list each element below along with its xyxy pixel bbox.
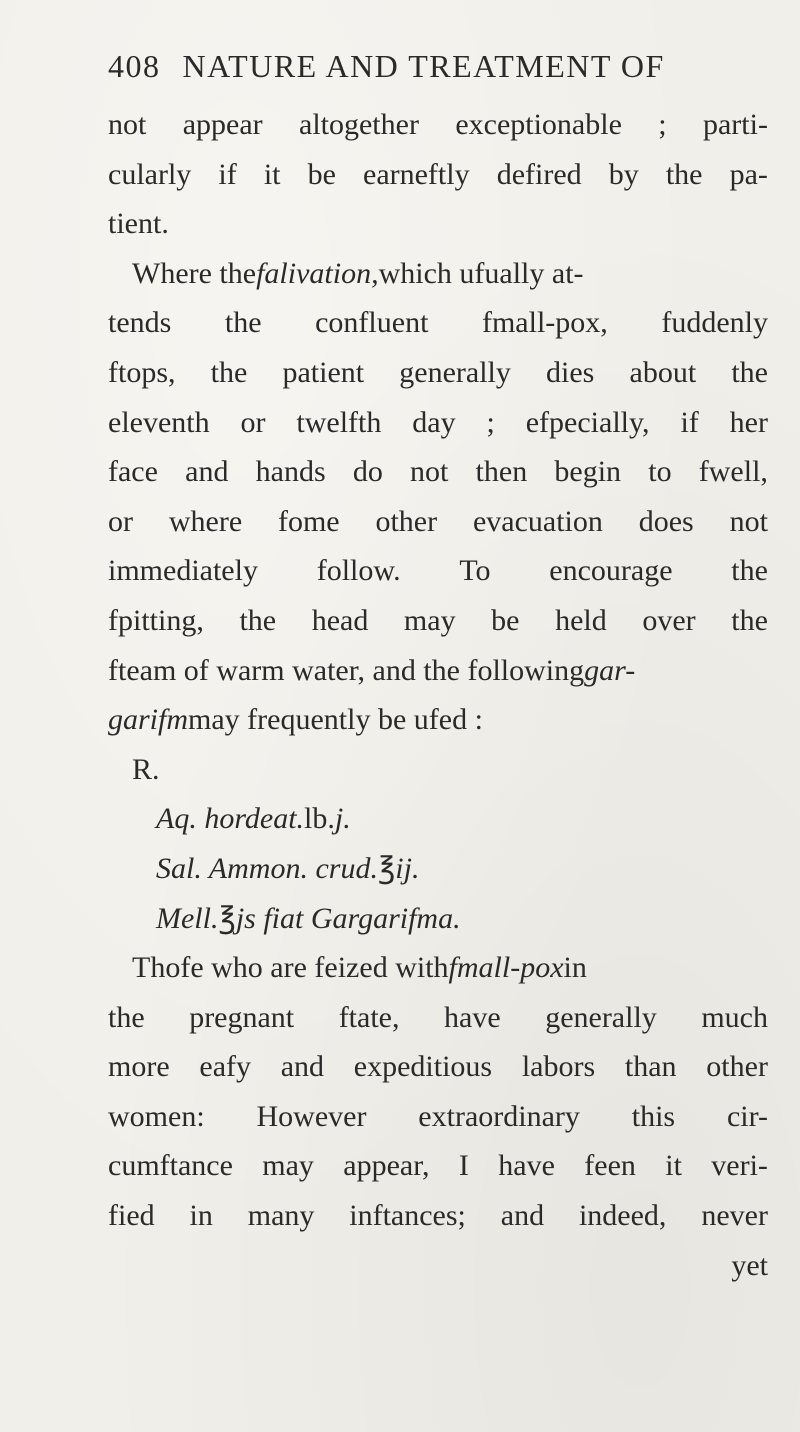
text-segment: tient. <box>108 207 169 241</box>
text-segment: ℥ <box>377 851 396 885</box>
text-line <box>108 695 768 745</box>
recipe-mark: R. <box>132 752 160 786</box>
word: fmall-pox, <box>481 306 608 340</box>
word: feen <box>584 1149 636 1183</box>
word: cumftance <box>108 1149 233 1183</box>
word: or <box>108 504 133 538</box>
text-segment-italic: gar- <box>584 653 636 687</box>
word: do <box>352 455 383 489</box>
word: However <box>256 1099 367 1133</box>
word: twelfth <box>296 405 382 439</box>
text-line <box>108 1141 768 1191</box>
text-line <box>108 745 768 795</box>
text-segment: which ufually at- <box>378 256 584 290</box>
text-segment-italic: fmall-pox <box>448 951 564 985</box>
word: patient <box>282 355 365 389</box>
running-title: NATURE AND TREATMENT OF <box>182 48 665 84</box>
word: earneftly <box>363 157 470 191</box>
body-text <box>108 100 768 1290</box>
word: the <box>731 603 768 637</box>
word: held <box>555 603 607 637</box>
word: this <box>631 1099 676 1133</box>
page-number: 408 <box>108 48 161 84</box>
word: never <box>701 1199 768 1233</box>
word: much <box>701 1000 768 1034</box>
word: exceptionable <box>455 108 622 141</box>
word: to <box>648 455 672 489</box>
word: cularly <box>108 157 192 191</box>
word: dies <box>546 355 595 389</box>
word: and <box>280 1050 325 1084</box>
word: appear <box>182 108 263 141</box>
text-line <box>108 1042 768 1092</box>
text-segment: fteam of warm water, and the following <box>108 653 585 687</box>
word: immediately <box>108 554 258 588</box>
word: I <box>458 1149 469 1183</box>
word: generally <box>545 1000 657 1034</box>
word: fied <box>108 1199 155 1233</box>
text-segment: Where the <box>132 256 257 290</box>
word: hands <box>255 455 326 489</box>
catchword <box>108 1241 768 1291</box>
word: be <box>491 603 520 637</box>
text-line <box>108 1191 768 1241</box>
word: and <box>185 455 229 489</box>
word: ftate, <box>338 1000 400 1034</box>
text-line <box>108 646 768 696</box>
word: her <box>729 405 768 439</box>
word: the <box>665 157 703 191</box>
word: cir- <box>726 1099 768 1133</box>
text-segment-italic: garifm <box>108 703 189 737</box>
word: about <box>629 355 697 389</box>
word: fwell, <box>698 455 768 489</box>
word: parti- <box>702 108 768 141</box>
word: fome <box>277 504 340 538</box>
text-segment: ℥ <box>218 901 236 935</box>
text-line <box>108 249 768 299</box>
word: evacuation <box>472 504 603 538</box>
text-line <box>108 943 768 993</box>
recipe-line <box>108 894 768 944</box>
word: fpitting, <box>108 603 204 637</box>
text-segment-italic: Aq. hordeat. <box>156 802 305 836</box>
word: extraordinary <box>418 1099 580 1133</box>
text-line <box>108 150 768 200</box>
word: not <box>729 504 768 538</box>
word: veri- <box>711 1149 768 1183</box>
word: women: <box>108 1099 205 1133</box>
word: generally <box>399 355 511 389</box>
word: follow. <box>316 554 401 588</box>
word: ; <box>658 108 667 141</box>
word: not <box>410 455 449 489</box>
word: pa- <box>729 157 768 191</box>
word: encourage <box>549 554 673 588</box>
word: or <box>240 405 266 439</box>
word: defired <box>496 157 582 191</box>
word: if <box>218 157 237 191</box>
text-segment-italic: js fiat Gargarifma. <box>235 901 461 935</box>
text-segment-italic: j. <box>334 802 351 836</box>
word: over <box>642 603 696 637</box>
word: it <box>665 1149 682 1183</box>
word: does <box>638 504 694 538</box>
recipe-line <box>108 844 768 894</box>
word: altogether <box>299 108 419 141</box>
word: in <box>189 1199 213 1233</box>
word: by <box>608 157 639 191</box>
word: indeed, <box>578 1199 667 1233</box>
word: have <box>444 1000 501 1034</box>
text-segment-italic: falivation, <box>256 256 379 290</box>
word: head <box>311 603 369 637</box>
word: To <box>459 554 491 588</box>
text-segment: may frequently be ufed : <box>188 703 483 737</box>
word: where <box>168 504 243 538</box>
word: face <box>108 455 158 489</box>
text-segment: Thofe who are feized with <box>132 951 449 985</box>
text-line <box>108 993 768 1043</box>
running-header <box>108 48 768 102</box>
word: the <box>108 1000 145 1034</box>
word: be <box>307 157 336 191</box>
text-line <box>108 546 768 596</box>
word: the <box>731 554 768 588</box>
word: the <box>224 306 262 340</box>
word: other <box>375 504 438 538</box>
text-line <box>108 398 768 448</box>
word: tends <box>108 306 172 340</box>
word: and <box>500 1199 545 1233</box>
word: then <box>475 455 528 489</box>
text-line <box>108 1092 768 1142</box>
word: labors <box>521 1050 596 1084</box>
text-segment-italic: ij. <box>395 851 420 885</box>
word: the <box>239 603 277 637</box>
text-line <box>108 298 768 348</box>
word: the <box>210 355 248 389</box>
text-line <box>108 447 768 497</box>
word: more <box>108 1050 170 1084</box>
word: day <box>412 405 456 439</box>
text-segment: lb. <box>304 802 335 836</box>
word: not <box>108 108 147 141</box>
text-line <box>108 100 768 150</box>
word: many <box>247 1199 315 1233</box>
word: expeditious <box>353 1050 493 1084</box>
text-line <box>108 348 768 398</box>
word: may <box>262 1149 314 1183</box>
word: than <box>624 1050 677 1084</box>
word: other <box>706 1050 768 1084</box>
word: fuddenly <box>661 306 768 340</box>
word: the <box>731 355 768 389</box>
word: may <box>403 603 456 637</box>
text-segment-italic: Sal. Ammon. crud. <box>156 851 378 885</box>
word: have <box>498 1149 555 1183</box>
word: inftances; <box>349 1199 466 1233</box>
word: if <box>680 405 699 439</box>
text-line <box>108 199 768 249</box>
word: confluent <box>315 306 429 340</box>
word: ftops, <box>108 355 176 389</box>
word: eafy <box>199 1050 251 1084</box>
word: efpecially, <box>525 405 650 439</box>
recipe-line <box>108 794 768 844</box>
text-segment: in <box>563 951 587 985</box>
word: begin <box>554 455 622 489</box>
text-line <box>108 497 768 547</box>
word: pregnant <box>189 1000 295 1034</box>
word: ; <box>486 405 495 439</box>
word: eleventh <box>108 405 210 439</box>
text-segment-italic: Mell. <box>156 901 219 935</box>
word: it <box>263 157 281 191</box>
catchword-text: yet <box>731 1248 768 1282</box>
word: appear, <box>343 1149 430 1183</box>
text-line <box>108 596 768 646</box>
